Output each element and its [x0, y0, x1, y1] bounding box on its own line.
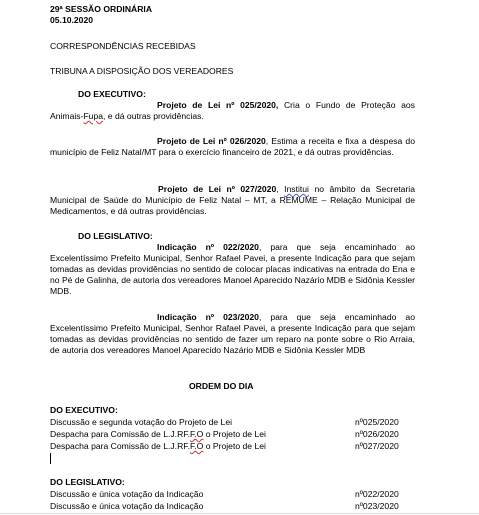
ordem-executivo-row-1: Discussão e segunda votação do Projeto de Lei nº025/2020 — [50, 417, 399, 427]
executivo-item-3-lead: Projeto de Lei nº 027/2020 — [158, 184, 277, 194]
page-edge-divider — [0, 513, 479, 514]
spelling-flag: F.O — [189, 441, 204, 451]
legislativo-item-1-lead: Indicação nº 022/2020 — [157, 242, 259, 252]
heading-do-executivo: DO EXECUTIVO: — [78, 89, 146, 99]
text-cursor[interactable] — [50, 453, 51, 464]
executivo-item-1-lead: Projeto de Lei nº 025/2020, — [157, 100, 279, 110]
legislativo-item-1: Indicação nº 022/2020, para que seja encaminhado ao Excelentíssimo Prefeito Municipal, Senhor Rafael Pavei, a presente Indicação para que sejam tomadas as devidas providências no sentido de colocar placas indicativas na entrada do Ena e no Pé de Galinha, de autoria dos vereadores Manoel Aparecido Nazário MDB e Sidônia Kessler MDB. — [50, 242, 415, 296]
executivo-item-2-lead: Projeto de Lei nº 026/2020 — [157, 136, 266, 146]
session-date: 05.10.2020 — [50, 15, 94, 25]
spelling-flag: Institui — [284, 184, 309, 194]
ordem-executivo-row-3: Despacha para Comissão de L.J.RF.F.O o Projeto de Lei nº027/2020 — [50, 441, 399, 451]
spelling-flag: F.O — [189, 429, 204, 439]
legislativo-item-2-lead: Indicação nº 023/2020 — [157, 312, 259, 322]
ordem-legislativo-row-1: Discussão e única votação da Indicação nº022/2020 — [50, 489, 399, 499]
legislativo-item-2: Indicação nº 023/2020, para que seja encaminhado ao Excelentíssimo Prefeito Municipal, Senhor Rafael Pavei, a presente Indicação para que sejam tomadas as devidas providências no sentido de fazer um reparo na ponte sobre o Rio Arraia, de autoria dos vereadores Manoel Aparecido Nazário MDB e Sidônia Kessler MDB — [50, 312, 415, 355]
executivo-item-3: Projeto de Lei nº 027/2020, Institui no âmbito da Secretaria Municipal de Saúde do Município de Feliz Natal – MT, a REMUME – Relação Municipal de Medicamentos, e dá outras providências. — [50, 184, 415, 216]
session-title: 29ª SESSÃO ORDINÁRIA — [50, 4, 153, 14]
ordem-legislativo-row-2: Discussão e única votação da Indicação nº023/2020 — [50, 501, 399, 511]
heading-tribuna: TRIBUNA A DISPOSIÇÃO DOS VEREADORES — [50, 66, 234, 76]
ordem-executivo-row-2: Despacha para Comissão de L.J.RF.F.O o Projeto de Lei nº026/2020 — [50, 429, 399, 439]
ordem-heading-executivo: DO EXECUTIVO: — [50, 405, 118, 415]
heading-ordem-do-dia: ORDEM DO DIA — [189, 381, 254, 391]
executivo-item-2: Projeto de Lei nº 026/2020, Estima a receita e fixa a despesa do município de Feliz Natal/MT para o exercício financeiro de 2021, e dá outras providências. — [50, 136, 415, 157]
ordem-heading-legislativo: DO LEGISLATIVO: — [50, 477, 125, 487]
spelling-flag: Fupa — [83, 111, 104, 121]
heading-correspondencias: CORRESPONDÊNCIAS RECEBIDAS — [50, 41, 196, 51]
executivo-item-1: Projeto de Lei nº 025/2020, Cria o Fundo de Proteção aos Animais-Fupa, e dá outras providências. — [50, 100, 415, 121]
heading-do-legislativo: DO LEGISLATIVO: — [78, 231, 153, 241]
